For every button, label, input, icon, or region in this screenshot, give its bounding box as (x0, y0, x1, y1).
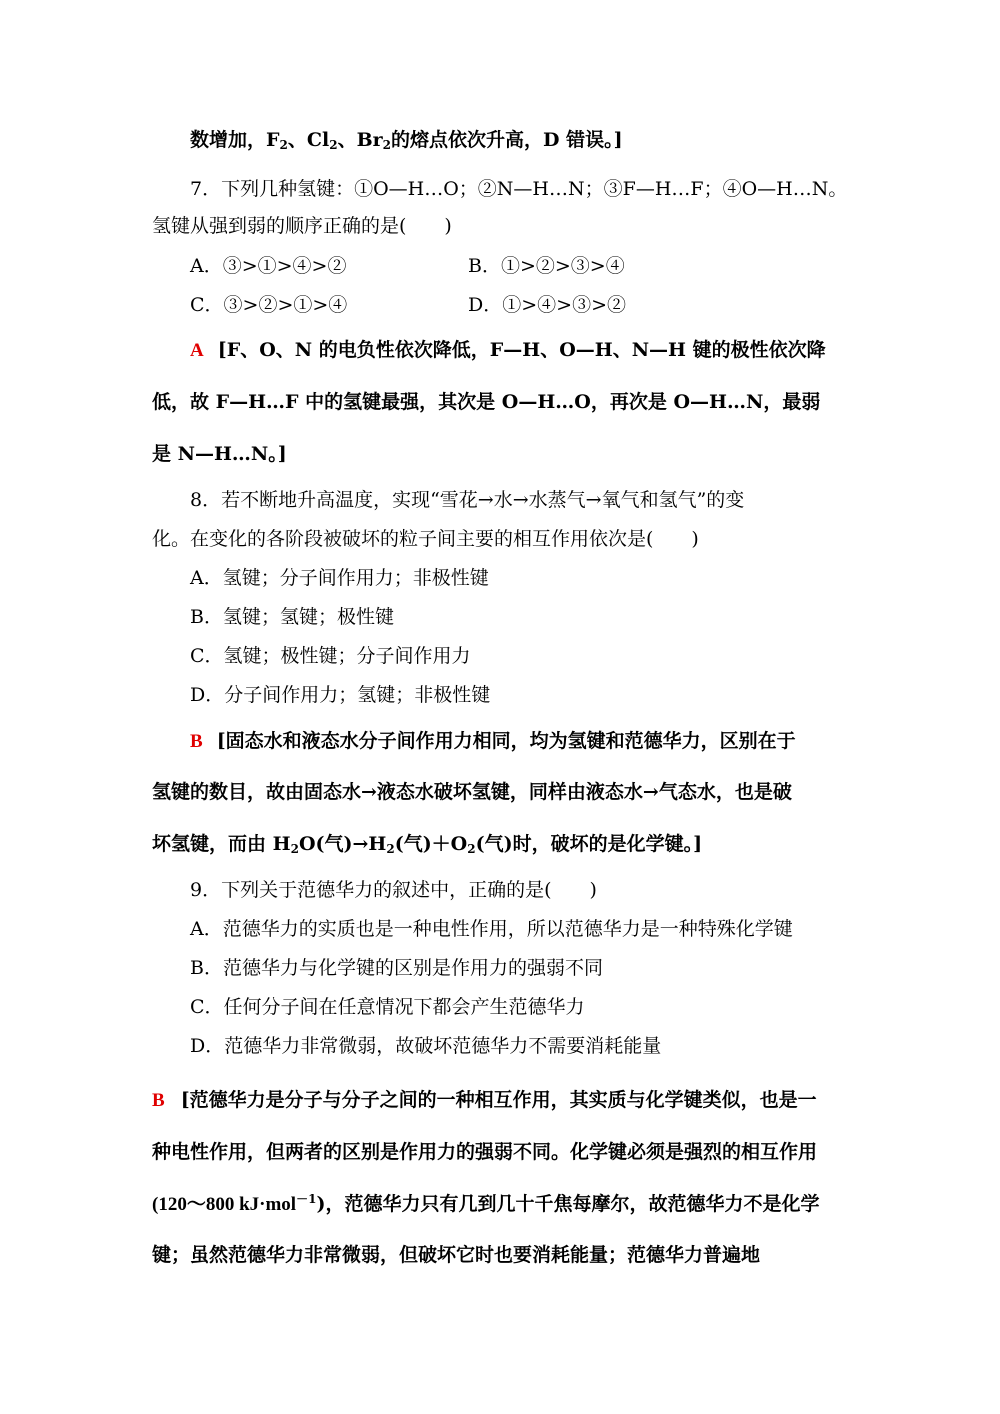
q9-explanation-line4: 键；虽然范德华力非常微弱，但破坏它时也要消耗能量；范德华力普遍地 (152, 1244, 761, 1266)
q8-explanation-line3: 坏氢键，而由 $H_2O$(气)$\to H_2$(气)$+O_2$(气)时，破坏的是化学键。] (152, 833, 703, 856)
q9-stem: 9．下列关于范德华力的叙述中，正确的是( ) (190, 879, 597, 901)
q9-option-d: D．范德华力非常微弱，故破坏范德华力不需要消耗能量 (190, 1035, 662, 1057)
q8-explanation-line1: B [固态水和液态水分子间作用力相同，均为氢键和范德华力，区别在于 (190, 730, 796, 752)
q8-answer: B (190, 731, 203, 752)
q8-stem-line1: 8．若不断地升高温度，实现“雪花→水→水蒸气→氧气和氢气”的变 (190, 489, 745, 511)
q7-explanation-line1: A [F、O、N 的电负性依次降低，F—H、O—H、N—H 键的极性依次降 (190, 339, 826, 361)
q9-option-b: B．范德华力与化学键的区别是作用力的强弱不同 (190, 957, 603, 979)
q7-explanation-line3: 是 N—H…N。] (152, 443, 287, 465)
continuation-text: 数增加，$F_2$、$Cl_2$、$Br_2$的熔点依次升高，D 错误。] (190, 129, 623, 152)
q7-stem-line1: 7．下列几种氢键：①O—H…O；②N—H…N；③F—H…F；④O—H…N。 (190, 178, 848, 200)
q8-option-c: C．氢键；极性键；分子间作用力 (190, 645, 471, 667)
q8-stem-line2: 化。在变化的各阶段被破坏的粒子间主要的相互作用依次是( ) (152, 528, 699, 550)
q8-explanation-line2: 氢键的数目，故由固态水→液态水破坏氢键，同样由液态水→气态水，也是破 (152, 781, 792, 803)
q7-explanation-line2: 低，故 F—H…F 中的氢键最强，其次是 O—H…O，再次是 O—H…N，最弱 (152, 391, 821, 413)
q8-option-b: B．氢键；氢键；极性键 (190, 606, 394, 628)
q7-stem-line2: 氢键从强到弱的顺序正确的是( ) (152, 215, 452, 237)
q7-answer: A (190, 340, 204, 361)
q7-option-d: D．①>④>③>② (468, 294, 626, 316)
q9-explanation-line3: (120～800 kJ·mol$^{-1}$)，范德华力只有几到几十千焦每摩尔，故范德华力不是化学 (152, 1192, 820, 1215)
q9-option-c: C．任何分子间在任意情况下都会产生范德华力 (190, 996, 585, 1018)
q9-answer: B (152, 1090, 165, 1111)
q9-option-a: A．范德华力的实质也是一种电性作用，所以范德华力是一种特殊化学键 (190, 918, 793, 940)
q8-option-d: D．分子间作用力；氢键；非极性键 (190, 684, 491, 706)
q9-explanation-line2: 种电性作用，但两者的区别是作用力的强弱不同。化学键必须是强烈的相互作用 (152, 1141, 818, 1163)
q9-explanation-line1: B [范德华力是分子与分子之间的一种相互作用，其实质与化学键类似，也是一 (152, 1089, 817, 1111)
q8-option-a: A．氢键；分子间作用力；非极性键 (190, 567, 489, 589)
q7-option-b: B．①>②>③>④ (468, 255, 625, 277)
q7-option-c: C．③>②>①>④ (190, 294, 348, 316)
q7-option-a: A．③>①>④>② (190, 255, 347, 277)
